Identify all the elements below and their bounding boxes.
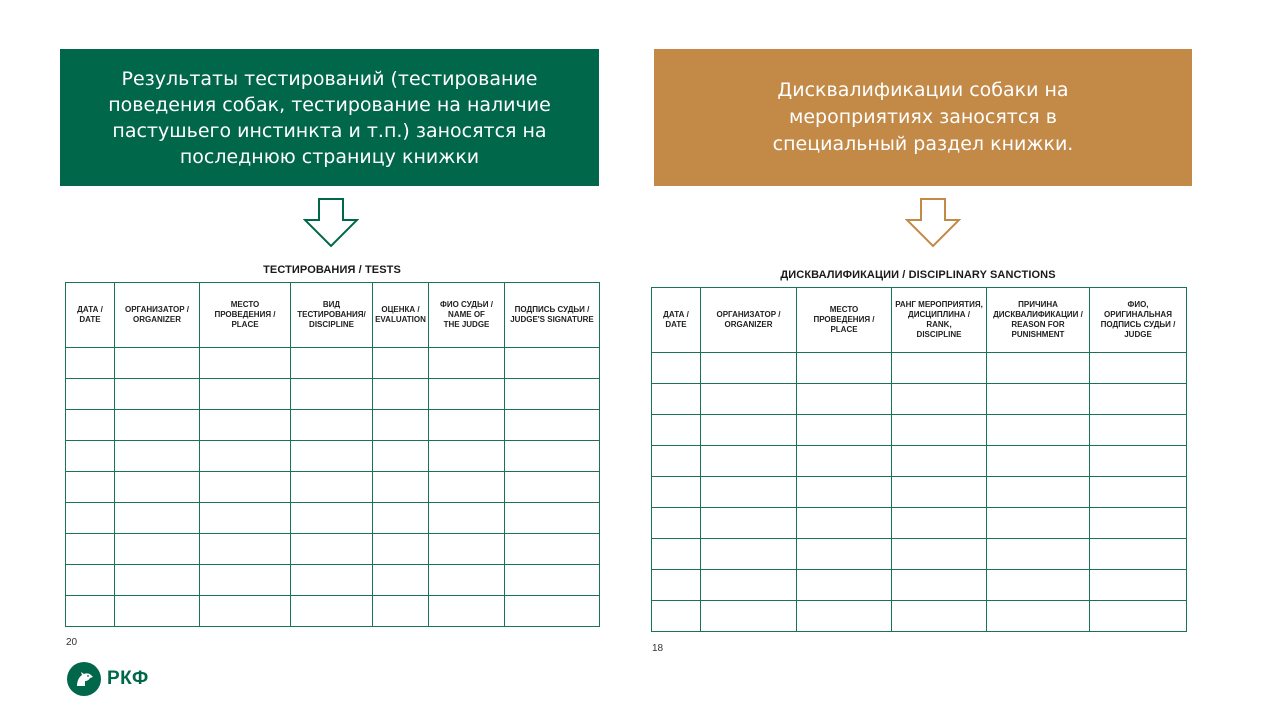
table-cell <box>115 441 200 472</box>
table-cell <box>373 472 429 503</box>
table-row <box>652 384 1187 415</box>
table-cell <box>652 353 701 384</box>
table-cell <box>115 472 200 503</box>
column-header-rank-discipline: РАНГ МЕРОПРИЯТИЯ, ДИСЦИПЛИНА / RANK, DISCIPLINE <box>892 288 987 353</box>
table-cell <box>429 410 505 441</box>
table-cell <box>701 601 797 632</box>
table-cell <box>652 570 701 601</box>
table-cell <box>200 410 291 441</box>
table-cell <box>987 477 1090 508</box>
table-cell <box>701 539 797 570</box>
table-cell <box>652 601 701 632</box>
table-cell <box>505 441 600 472</box>
table-cell <box>987 384 1090 415</box>
table-cell <box>652 477 701 508</box>
table-cell <box>115 565 200 596</box>
table-cell <box>987 508 1090 539</box>
table-cell <box>652 508 701 539</box>
column-header-judge-signature: ПОДПИСЬ СУДЬИ / JUDGE'S SIGNATURE <box>505 283 600 348</box>
table-cell <box>797 446 892 477</box>
table-cell <box>797 508 892 539</box>
table-cell <box>1090 353 1187 384</box>
table-cell <box>505 565 600 596</box>
table-cell <box>505 379 600 410</box>
sanctions-table <box>651 287 1187 632</box>
table-cell <box>115 503 200 534</box>
table-cell <box>1090 415 1187 446</box>
dog-head-icon <box>67 662 101 696</box>
table-row <box>652 446 1187 477</box>
column-header-date: ДАТА / DATE <box>652 288 701 353</box>
table-cell <box>66 410 115 441</box>
table-cell <box>291 503 373 534</box>
table-cell <box>115 596 200 627</box>
column-header-date: ДАТА / DATE <box>66 283 115 348</box>
table-cell <box>373 441 429 472</box>
table-cell <box>797 570 892 601</box>
table-cell <box>66 503 115 534</box>
table-cell <box>652 539 701 570</box>
table-row <box>66 565 600 596</box>
table-cell <box>987 415 1090 446</box>
table-cell <box>66 348 115 379</box>
table-cell <box>505 596 600 627</box>
table-cell <box>66 472 115 503</box>
table-cell <box>66 534 115 565</box>
table-cell <box>797 477 892 508</box>
table-row <box>66 348 600 379</box>
table-cell <box>505 503 600 534</box>
table-cell <box>701 384 797 415</box>
table-cell <box>291 565 373 596</box>
table-cell <box>505 472 600 503</box>
table-cell <box>892 353 987 384</box>
table-cell <box>429 565 505 596</box>
sanctions-table-title: ДИСКВАЛИФИКАЦИИ / DISCIPLINARY SANCTIONS <box>780 269 1056 281</box>
table-cell <box>373 534 429 565</box>
table-cell <box>291 348 373 379</box>
table-cell <box>797 539 892 570</box>
table-cell <box>200 596 291 627</box>
table-cell <box>987 601 1090 632</box>
table-cell <box>701 477 797 508</box>
table-cell <box>652 415 701 446</box>
table-cell <box>429 503 505 534</box>
table-cell <box>892 415 987 446</box>
table-cell <box>115 534 200 565</box>
table-cell <box>505 348 600 379</box>
table-cell <box>66 441 115 472</box>
table-cell <box>1090 477 1187 508</box>
table-cell <box>200 565 291 596</box>
table-row <box>66 379 600 410</box>
table-cell <box>66 379 115 410</box>
table-cell <box>701 353 797 384</box>
table-cell <box>892 601 987 632</box>
table-cell <box>66 565 115 596</box>
table-cell <box>892 570 987 601</box>
table-row <box>66 534 600 565</box>
column-header-place: МЕСТО ПРОВЕДЕНИЯ / PLACE <box>200 283 291 348</box>
table-cell <box>1090 508 1187 539</box>
table-cell <box>1090 570 1187 601</box>
table-cell <box>701 446 797 477</box>
table-cell <box>429 596 505 627</box>
table-header-row <box>66 283 600 348</box>
table-cell <box>429 441 505 472</box>
table-row <box>66 441 600 472</box>
table-cell <box>987 353 1090 384</box>
table-cell <box>66 596 115 627</box>
table-row <box>66 410 600 441</box>
table-cell <box>505 410 600 441</box>
page-number: 18 <box>652 643 664 654</box>
disqualification-info-text: Дисквалификации собаки на мероприятиях заносятся в специальный раздел книжки. <box>772 79 1074 155</box>
table-cell <box>291 596 373 627</box>
column-header-discipline: ВИД ТЕСТИРОВАНИЯ/ DISCIPLINE <box>291 283 373 348</box>
tests-info-text: Результаты тестирований (тестирование поведения собак, тестирование на наличие пастушьего инстинкта и т.п.) заносятся на последнюю страницу книжки <box>108 67 551 168</box>
table-cell <box>429 379 505 410</box>
table-cell <box>1090 384 1187 415</box>
table-cell <box>892 384 987 415</box>
column-header-reason: ПРИЧИНА ДИСКВАЛИФИКАЦИИ / REASON FOR PUNISHMENT <box>987 288 1090 353</box>
column-header-organizer: ОРГАНИЗАТОР / ORGANIZER <box>115 283 200 348</box>
table-cell <box>1090 446 1187 477</box>
table-cell <box>701 570 797 601</box>
table-cell <box>987 570 1090 601</box>
table-cell <box>987 446 1090 477</box>
table-cell <box>429 534 505 565</box>
table-row <box>652 570 1187 601</box>
table-cell <box>797 415 892 446</box>
table-row <box>652 353 1187 384</box>
table-cell <box>291 472 373 503</box>
table-cell <box>429 348 505 379</box>
table-cell <box>115 348 200 379</box>
table-row <box>652 508 1187 539</box>
column-header-organizer: ОРГАНИЗАТОР / ORGANIZER <box>701 288 797 353</box>
rkf-logo <box>67 662 149 696</box>
table-cell <box>797 384 892 415</box>
table-cell <box>373 596 429 627</box>
table-cell <box>291 441 373 472</box>
arrow-down-icon <box>905 198 961 248</box>
table-cell <box>429 472 505 503</box>
column-header-judge-name: ФИО СУДЬИ / NAME OF THE JUDGE <box>429 283 505 348</box>
table-cell <box>373 379 429 410</box>
table-cell <box>373 410 429 441</box>
table-cell <box>892 446 987 477</box>
table-row <box>652 601 1187 632</box>
table-cell <box>200 472 291 503</box>
logo-text: РКФ <box>107 668 149 689</box>
table-cell <box>373 565 429 596</box>
table-row <box>652 415 1187 446</box>
table-cell <box>701 415 797 446</box>
table-cell <box>200 441 291 472</box>
table-cell <box>291 410 373 441</box>
table-cell <box>115 410 200 441</box>
table-cell <box>200 348 291 379</box>
table-cell <box>373 503 429 534</box>
table-cell <box>892 539 987 570</box>
table-cell <box>291 534 373 565</box>
table-row <box>652 477 1187 508</box>
table-cell <box>652 384 701 415</box>
table-cell <box>200 379 291 410</box>
column-header-place: МЕСТО ПРОВЕДЕНИЯ / PLACE <box>797 288 892 353</box>
page-number: 20 <box>66 637 78 648</box>
table-cell <box>797 353 892 384</box>
table-cell <box>1090 601 1187 632</box>
table-cell <box>701 508 797 539</box>
tests-table-title: ТЕСТИРОВАНИЯ / TESTS <box>263 264 401 276</box>
table-row <box>66 503 600 534</box>
table-cell <box>1090 539 1187 570</box>
tests-table <box>65 282 600 627</box>
arrow-down-icon <box>303 198 359 248</box>
disqualification-info-banner <box>654 49 1192 186</box>
table-header-row <box>652 288 1187 353</box>
table-cell <box>200 503 291 534</box>
tests-info-banner <box>60 49 599 186</box>
table-row <box>66 472 600 503</box>
column-header-evaluation: ОЦЕНКА / EVALUATION <box>373 283 429 348</box>
column-header-judge-signature: ФИО, ОРИГИНАЛЬНАЯ ПОДПИСЬ СУДЬИ / JUDGE <box>1090 288 1187 353</box>
table-cell <box>797 601 892 632</box>
table-cell <box>505 534 600 565</box>
table-cell <box>652 446 701 477</box>
table-cell <box>892 508 987 539</box>
table-cell <box>987 539 1090 570</box>
table-row <box>66 596 600 627</box>
table-cell <box>200 534 291 565</box>
table-cell <box>373 348 429 379</box>
table-cell <box>115 379 200 410</box>
table-row <box>652 539 1187 570</box>
table-cell <box>291 379 373 410</box>
table-cell <box>892 477 987 508</box>
